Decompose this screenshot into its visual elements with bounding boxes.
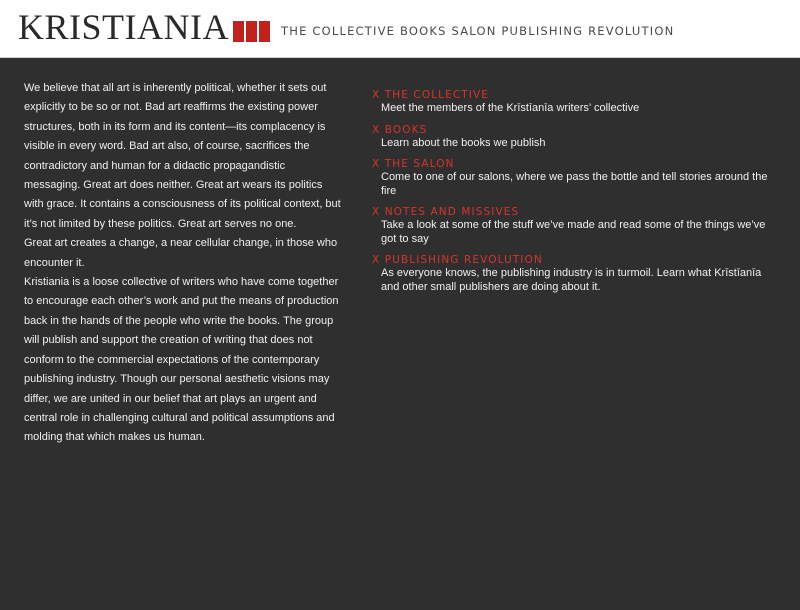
nav-link-collective[interactable]: X THE COLLECTIVE [372,89,490,101]
logo-block [246,21,257,42]
logo-blocks-icon [233,21,270,42]
nav-description: Meet the members of the Krīstīanīa writers’ collective [381,102,640,114]
nav-description: Come to one of our salons, where we pass the bottle and tell stories around the fire [381,171,768,197]
nav-item-books [372,123,782,151]
nav-link-publishing-revolution[interactable]: X PUBLISHING REVOLUTION [372,254,543,266]
nav-item-salon [372,157,782,198]
logo-link[interactable] [18,7,270,47]
nav-item-notes [372,205,782,246]
nav-item-publishing-revolution [372,253,782,294]
manifesto-paragraph: Great art creates a change, a near cellular change, in those who encounter it. [24,237,338,269]
nav-link-notes[interactable]: X NOTES AND MISSIVES [372,206,520,218]
site-header [0,0,800,58]
nav-description: As everyone knows, the publishing industry is in turmoil. Learn what Krīstīanīa and other small publishers are doing about it. [381,267,762,293]
nav-description: Learn about the books we publish [381,136,546,149]
nav-link-salon[interactable]: X THE SALON [372,158,455,170]
manifesto-paragraph: We believe that all art is inherently political, whether it sets out explicitly to be so or not. Bad art reaffirms the existing power structures, both in its form and its content—its complacency is visible in every word. Bad art also, of course, sacrifices the contradictory and human for a didactic propagandistic messaging. Great art does neither. Great art wears its politics with grace. It contains a consciousness of its political context, but it’s not limited by these politics. Great art serves no one. [24,82,341,230]
logo-block [259,21,270,42]
logo-wordmark: KRISTIANIA [18,7,229,47]
site-tagline: THE COLLECTIVE BOOKS SALON PUBLISHING REVOLUTION [281,24,675,38]
manifesto-text [24,79,344,448]
nav-item-collective [372,88,782,116]
manifesto-paragraph: Kristiania is a loose collective of writers who have come together to encourage each other’s work and put the means of production back in the hands of the people who write the books. The group will publish and support the creation of writing that does not conform to the commercial expectations of the contemporary publishing industry. Though our personal aesthetic visions may differ, we are united in our belief that art plays an urgent and central role in challenging cultural and political assumptions and molding that which makes us human. [24,276,339,444]
nav-description: Take a look at some of the stuff we’ve made and read some of the things we’ve got to say [381,219,766,245]
nav-link-books[interactable]: X BOOKS [372,123,428,136]
logo-block [233,21,244,42]
section-nav [372,88,782,301]
